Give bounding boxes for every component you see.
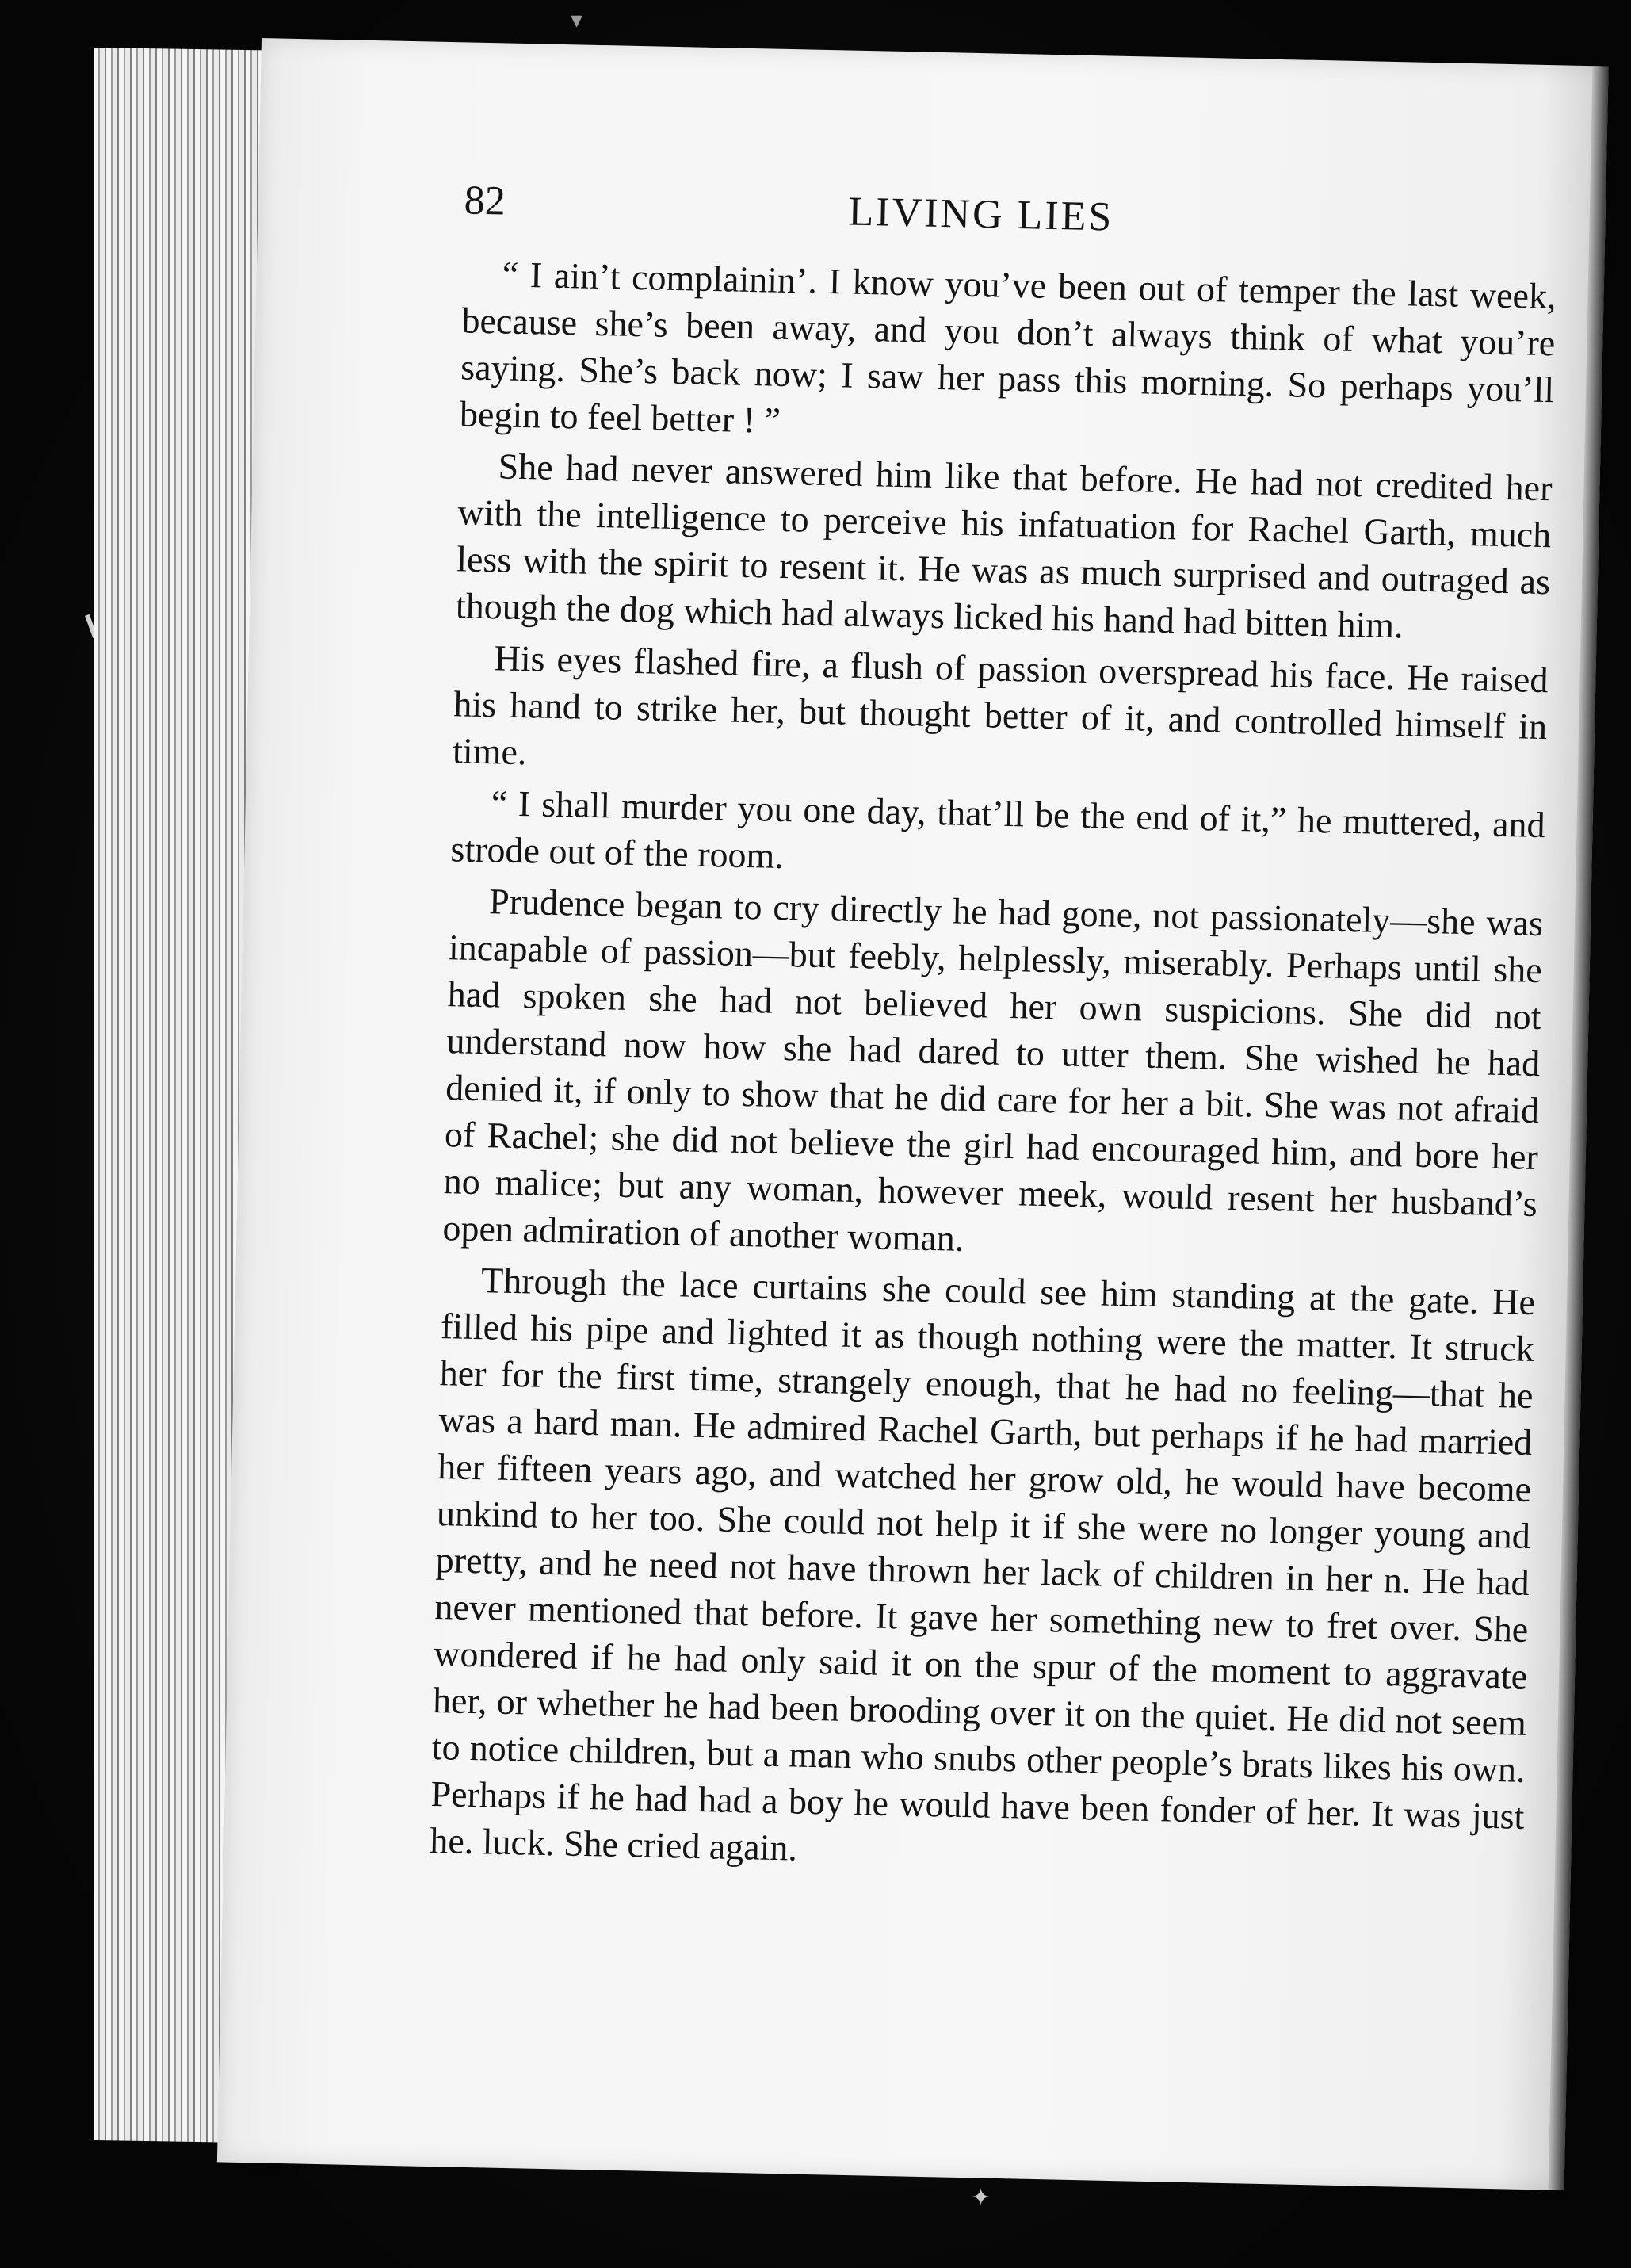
page-number: 82 <box>464 178 506 224</box>
book-page <box>217 38 1609 2190</box>
scan-blemish: ✦ <box>971 2184 991 2212</box>
paragraph: Through the lace curtains she could see him standing at the gate. He filled his pipe and lighted it as though nothing were the matter. It struck her for the first time, strangely enough, that he had no feeling—that he was a hard man. He admired Rachel Garth, but perhaps if he had married her fifteen years ago, and watched her grow old, he would have become unkind to her too. She could not help it if she were no longer young and pretty, and he need not have thrown her lack of children in her n. He had never mentioned that before. It gave her something new to fret over. She wondered if he had only said it on the spur of the moment to aggravate her, or whether he had been brooding over it on the quiet. He did not seem to notice children, but a man who snubs other people’s brats likes his own. Perhaps if he had had a boy he would have been fonder of her. It was just he. luck. She cried again. <box>429 1260 1536 1868</box>
body-text <box>430 250 1557 1886</box>
page-shadow-edge <box>1549 66 1609 2190</box>
paragraph: “ I ain’t complainin’. I know you’ve been out of temper the last week, because she’s been away, and you don’t always think of what you’re saying. She’s back now; I saw her pass this morning. So perhaps you’ll begin to feel better ! ” <box>459 254 1557 441</box>
scan-blemish: ▾ <box>571 6 583 34</box>
page-title: LIVING LIES <box>847 189 1114 240</box>
paragraph: Prudence began to cry directly he had gone, not passionately—she was incapable of passion—but feebly, helplessly, miserably. Perhaps until she had spoken she had not believed her own suspicions. She did not understand now how she had dared to utter them. She wished he had denied it, if only to show that he did care for her a bit. She was not afraid of Rachel; she did not believe the girl had encouraged him, and bore her no malice; but any woman, however meek, would resent her husband’s open admiration of another woman. <box>442 881 1544 1259</box>
paragraph: “ I shall murder you one day, that’ll be the end of it,” he muttered, and strode out of the room. <box>450 782 1546 877</box>
paragraph: She had never answered him like that before. He had not credited her with the intelligence to perceive his infatuation for Rachel Garth, much less with the spirit to resent it. He was as much surprised and outraged as though the dog which had always licked his hand had bitten him. <box>455 446 1553 646</box>
running-head <box>464 177 1495 262</box>
paragraph: His eyes flashed fire, a flush of passion overspread his face. He raised his hand to strike her, but thought better of it, and controlled himself in time. <box>452 637 1549 773</box>
